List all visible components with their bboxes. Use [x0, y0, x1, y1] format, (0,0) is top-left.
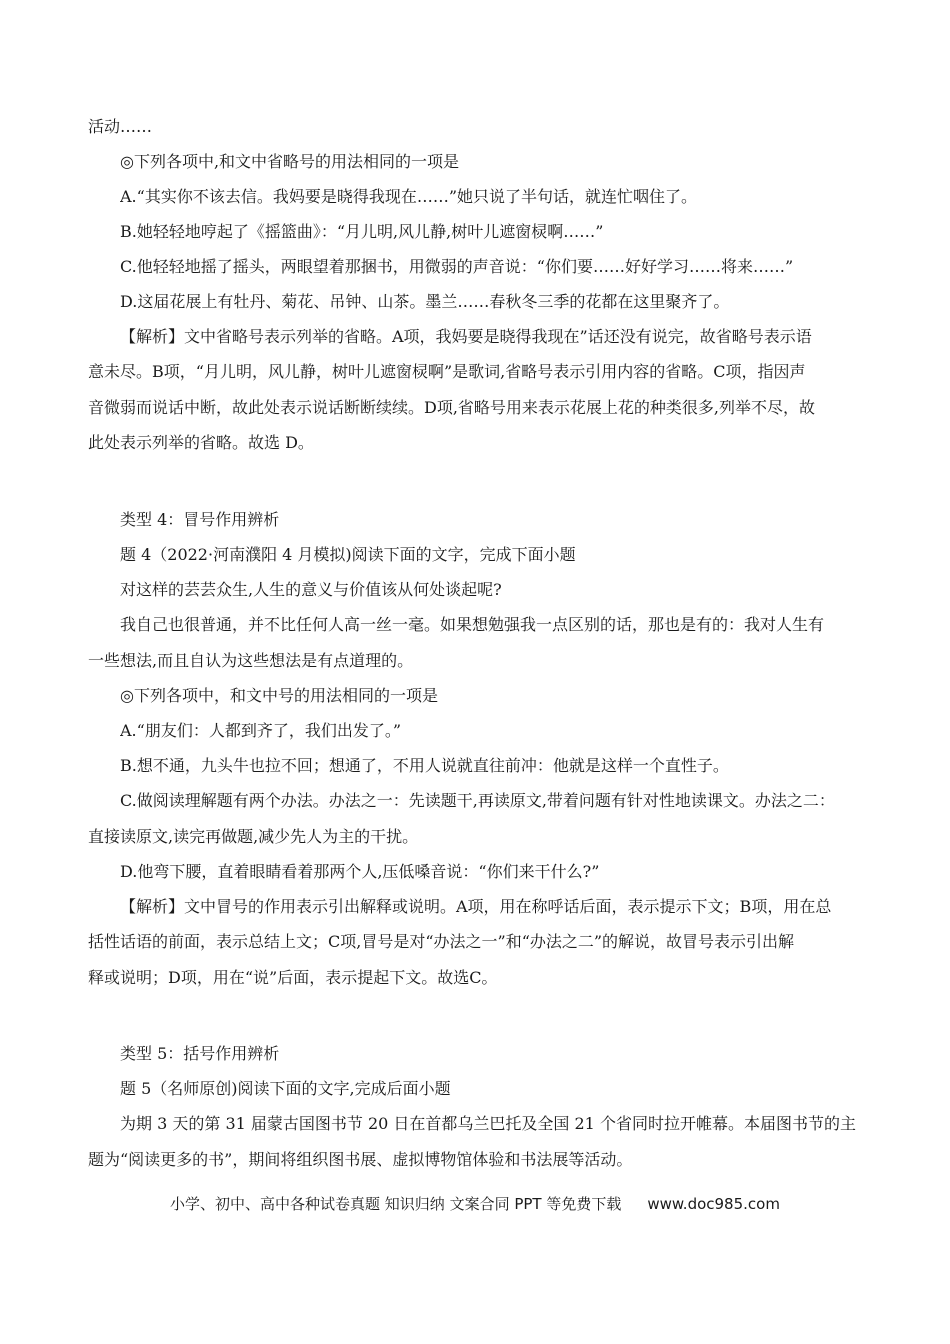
- section-heading: 类型 4：冒号作用辨析: [120, 510, 280, 529]
- analysis-line: 释或说明；D项，用在“说”后面，表示提起下文。故选C。: [88, 968, 498, 987]
- passage-line: 题为“阅读更多的书”，期间将组织图书展、虚拟博物馆体验和书法展等活动。: [88, 1150, 633, 1169]
- passage-line: 为期 3 天的第 31 届蒙古国图书节 20 日在首都乌兰巴托及全国 21 个省同时拉开帷幕。本届图书节的主: [120, 1114, 856, 1133]
- section-heading: 类型 5：括号作用辨析: [120, 1044, 280, 1063]
- analysis-line: 意未尽。B项，“月儿明，风儿静，树叶儿遮窗棂啊”是歌词,省略号表示引用内容的省略。C项，指因声: [88, 362, 806, 381]
- analysis-line: 括性话语的前面，表示总结上文；C项,冒号是对“办法之一”和“办法之二”的解说，故冒号表示引出解: [88, 932, 795, 951]
- footer-text: 小学、初中、高中各种试卷真题 知识归纳 文案合同 PPT 等免费下载: [170, 1195, 622, 1213]
- option-c: C.做阅读理解题有两个办法。办法之一：先读题干,再读原文,带着问题有针对性地读课文。办法之二：: [120, 791, 835, 810]
- footer-url[interactable]: www.doc985.com: [647, 1195, 780, 1213]
- option-d: D.他弯下腰，直着眼睛看着那两个人,压低嗓音说：“你们来干什么?”: [120, 862, 600, 881]
- question-title: 题 4（2022·河南濮阳 4 月模拟)阅读下面的文字，完成下面小题: [120, 545, 576, 564]
- passage-line: 一些想法,而且自认为这些想法是有点道理的。: [88, 651, 414, 670]
- option-a: A.“其实你不该去信。我妈要是晓得我现在……”她只说了半句话，就连忙咽住了。: [120, 187, 698, 206]
- passage-line: 对这样的芸芸众生,人生的意义与价值该从何处谈起呢?: [120, 580, 502, 599]
- page-footer: [0, 1194, 950, 1214]
- option-d: D.这届花展上有牡丹、菊花、吊钟、山茶。墨兰……春秋冬三季的花都在这里聚齐了。: [120, 292, 730, 311]
- option-b: B.想不通，九头牛也拉不回；想通了，不用人说就直往前冲：他就是这样一个直性子。: [120, 756, 729, 775]
- question-prompt: ◎下列各项中，和文中号的用法相同的一项是: [120, 686, 438, 705]
- option-a: A.“朋友们：人都到齐了，我们出发了。”: [120, 721, 402, 740]
- question-title: 题 5（名师原创)阅读下面的文字,完成后面小题: [120, 1079, 451, 1098]
- passage-line: 我自己也很普通，并不比任何人高一丝一毫。如果想勉强我一点区别的话，那也是有的：我对人生有: [120, 615, 825, 634]
- analysis-line: 此处表示列举的省略。故选 D。: [88, 433, 314, 452]
- question-prompt: ◎下列各项中,和文中省略号的用法相同的一项是: [120, 152, 460, 171]
- text-line: 活动……: [88, 117, 153, 136]
- option-b: B.她轻轻地哼起了《摇篮曲》：“月儿明,风儿静,树叶儿遮窗棂啊……”: [120, 222, 604, 241]
- analysis-line: 【解析】文中冒号的作用表示引出解释或说明。A项，用在称呼话后面，表示提示下文；B项，用在总: [120, 897, 832, 916]
- analysis-line: 音微弱而说话中断，故此处表示说话断断续续。D项,省略号用来表示花展上花的种类很多,列举不尽，故: [88, 398, 816, 417]
- option-c: C.他轻轻地摇了摇头，两眼望着那捆书，用微弱的声音说：“你们要……好好学习……将来……”: [120, 257, 794, 276]
- option-c-continued: 直接读原文,读完再做题,减少先人为主的干扰。: [88, 827, 419, 846]
- analysis-line: 【解析】文中省略号表示列举的省略。A项，我妈要是晓得我现在”话还没有说完，故省略号表示语: [120, 327, 812, 346]
